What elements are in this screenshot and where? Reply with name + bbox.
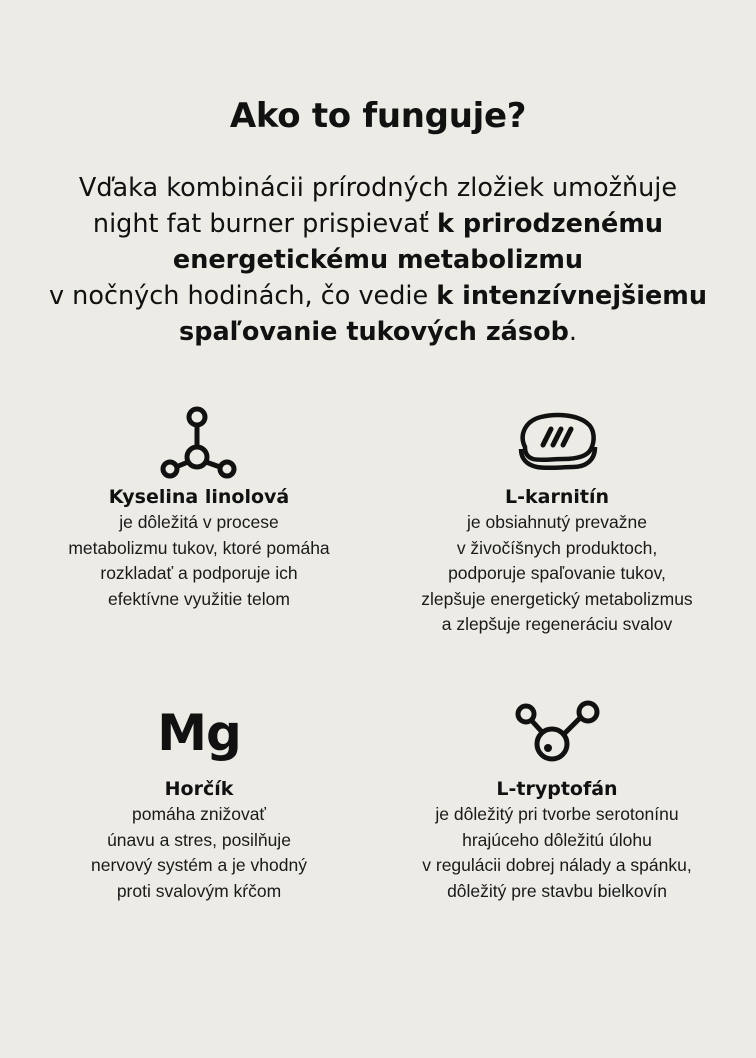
description-line: nervový systém a je vhodný <box>91 855 307 875</box>
intro-line-4-plain: v nočných hodinách, čo vedie <box>48 281 437 311</box>
magnesium-symbol: Mg <box>157 704 241 762</box>
meat-steak-icon <box>372 398 742 484</box>
intro-line-5-bold: spaľovanie tukových zásob <box>179 317 569 347</box>
ingredient-card-l-carnitine <box>372 398 742 638</box>
description-line: hrajúceho dôležitú úlohu <box>462 829 652 850</box>
intro-line-3 <box>10 242 746 278</box>
description-line: dôležitý pre stavbu bielkovín <box>447 880 667 901</box>
ingredient-title: L-karnitín <box>505 486 609 508</box>
description-line: únavu a stres, posilňuje <box>107 829 291 850</box>
molecule-icon <box>14 398 384 484</box>
intro-line-4 <box>10 278 746 314</box>
description-line: metabolizmu tukov, ktoré pomáha <box>68 537 330 558</box>
intro-text <box>10 170 746 350</box>
description-line: efektívne využitie telom <box>108 588 290 609</box>
description-line: v regulácii dobrej nálady a spánku, <box>422 855 692 875</box>
page-title: Ako to funguje? <box>229 96 527 136</box>
ingredient-description <box>14 802 384 904</box>
intro-line-5 <box>10 314 746 350</box>
intro-line-2 <box>10 206 746 242</box>
intro-line-2-plain: night fat burner prispievať <box>92 209 437 239</box>
description-line: podporuje spaľovanie tukov, <box>448 563 666 583</box>
description-line: v živočíšnych produktoch, <box>456 537 658 558</box>
magnesium-symbol-icon <box>14 690 384 776</box>
intro-line-5-end: . <box>568 317 577 347</box>
ingredient-card-linoleic-acid <box>14 398 384 612</box>
description-line: a zlepšuje regeneráciu svalov <box>441 614 673 634</box>
intro-line-2-bold: k prirodzenému <box>436 209 664 239</box>
ingredient-description <box>14 510 384 612</box>
molecule-chain-icon <box>372 690 742 776</box>
ingredient-title: L-tryptofán <box>496 778 618 800</box>
intro-line-4-bold: k intenzívnejšiemu <box>436 281 707 311</box>
ingredient-title: Horčík <box>164 778 234 800</box>
description-line: je dôležitá v procese <box>119 512 279 532</box>
ingredient-description <box>372 510 742 638</box>
description-line: pomáha znižovať <box>131 804 266 824</box>
ingredient-description <box>372 802 742 904</box>
intro-line-1: Vďaka kombinácii prírodných zložiek umožňuje <box>78 173 678 203</box>
description-line: je dôležitý pri tvorbe serotonínu <box>435 804 679 824</box>
intro-line-3-bold: energetickému metabolizmu <box>172 245 584 275</box>
ingredient-card-magnesium <box>14 690 384 904</box>
description-line: je obsiahnutý prevažne <box>467 512 647 532</box>
description-line: proti svalovým kŕčom <box>116 880 282 901</box>
ingredient-title: Kyselina linolová <box>108 486 290 508</box>
ingredient-card-l-tryptophan <box>372 690 742 904</box>
description-line: zlepšuje energetický metabolizmus <box>421 588 693 609</box>
description-line: rozkladať a podporuje ich <box>100 563 298 583</box>
